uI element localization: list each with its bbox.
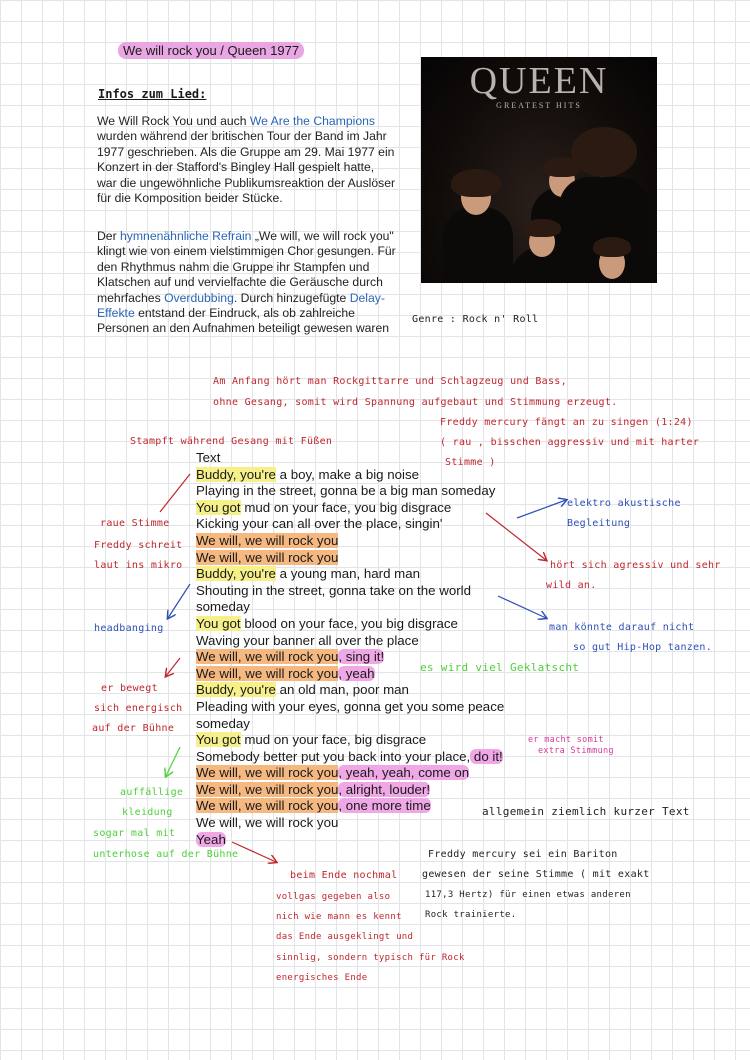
note-intro-2: ohne Gesang, somit wird Spannung aufgebaut und Stimmung erzeugt. <box>213 397 618 408</box>
note-schreit-1: Freddy schreit <box>94 540 183 551</box>
note-bewegt-1: er bewegt <box>101 683 158 694</box>
arrow-line <box>232 842 276 862</box>
highlight: Yeah <box>196 831 226 847</box>
note-hiphop-2: so gut Hip-Hop tanzen. <box>573 642 713 653</box>
note-kleidung-4: unterhose auf der Bühne <box>93 849 239 860</box>
text: mud on your face, you big disgrace <box>240 499 452 515</box>
highlight: , yeah <box>338 665 375 681</box>
text: We Will Rock You und auch <box>97 114 250 128</box>
note-schreit-2: laut ins mikro <box>94 560 183 571</box>
note-kurz: allgemein ziemlich kurzer Text <box>482 805 690 818</box>
highlight: Buddy, you're <box>196 566 276 582</box>
album-subtitle: GREATEST HITS <box>496 101 582 110</box>
note-kleidung-1: auffällige <box>120 787 184 798</box>
arrow-line <box>486 513 546 560</box>
lyric-line: someday <box>196 715 250 731</box>
highlight: We will, we will rock you <box>196 665 339 681</box>
note-freddy-1: Freddy mercury fängt an zu singen (1:24) <box>440 417 693 428</box>
album-logo: QUEEN <box>469 60 609 102</box>
link-hymnenaehnlicher-refrain[interactable]: hymnenähnliche Refrain <box>120 229 252 243</box>
text: a young man, hard man <box>275 566 421 582</box>
lyrics-heading: Text <box>196 450 221 465</box>
note-extra-2: extra Stimmung <box>538 746 614 756</box>
note-kleidung-2: kleidung <box>122 807 173 818</box>
arrow-line <box>168 584 190 618</box>
link-delay-effekte[interactable]: Delay-Effekte <box>97 290 385 321</box>
text: mud on your face, big disgrace <box>240 732 427 748</box>
note-kleidung-3: sogar mal mit <box>93 828 176 839</box>
note-extra-1: er macht somit <box>528 735 604 745</box>
highlight: We will, we will rock you <box>196 549 339 565</box>
note-freddy-2: ( rau , bisschen aggressiv und mit harter <box>440 437 700 448</box>
note-ende-5: sinnlig, sondern typisch für Rock <box>276 953 465 963</box>
highlight: We will, we will rock you <box>196 765 339 781</box>
arrow-line <box>517 500 566 518</box>
note-ende-6: energisches Ende <box>276 973 368 983</box>
text: a boy, make a big noise <box>275 466 420 482</box>
note-ende-4: das Ende ausgeklingt und <box>276 932 414 942</box>
text: . Durch hinzugefügte <box>233 290 350 305</box>
highlight: , sing it! <box>338 649 385 665</box>
note-ende-3: nich wie mann es kennt <box>276 912 402 922</box>
note-stampft: Stampft während Gesang mit Füßen <box>130 436 333 447</box>
text: an old man, poor man <box>275 682 409 698</box>
note-aggressiv-2: wild an. <box>546 580 597 591</box>
note-raue-stimme: raue Stimme <box>100 518 170 529</box>
arrow-line <box>166 747 180 776</box>
note-elektro-1: elektro akustische <box>567 498 681 509</box>
text: blood on your face, you big disgrace <box>240 615 458 631</box>
link-we-are-the-champions[interactable]: We Are the Champions <box>249 114 375 128</box>
note-bariton-1: Freddy mercury sei ein Bariton <box>428 849 618 860</box>
lyric-line: Pleading with your eyes, gonna get you some peace <box>196 698 505 714</box>
lyric-line: Shouting in the street, gonna take on the world <box>196 582 471 598</box>
highlight: Buddy, you're <box>196 466 276 482</box>
note-elektro-2: Begleitung <box>567 518 631 529</box>
text: Somebody better put you back into your place, <box>196 748 471 764</box>
highlight: You got <box>196 732 241 748</box>
text: wurden während der britischen Tour der Band im Jahr 1977 geschrieben. Als die Gruppe am 29. Mai 1977 ein Konzert in der Stafford's Bingley Hall gespielt hatte, war die ungewöhnliche Publikumsreaktion der Auslöser für die Komposition beider Stücke. <box>97 129 396 206</box>
highlight: We will, we will rock you <box>196 781 339 797</box>
note-ende-1: beim Ende nochmal <box>290 870 398 881</box>
note-intro-1: Am Anfang hört man Rockgittarre und Schlagzeug und Bass, <box>213 376 567 387</box>
lyric-line: someday <box>196 599 250 615</box>
note-bewegt-3: auf der Bühne <box>92 723 175 734</box>
highlight: do it! <box>470 748 503 764</box>
highlight: , alright, louder! <box>338 781 431 797</box>
highlight: , yeah, yeah, come on <box>338 765 470 781</box>
link-overdubbing[interactable]: Overdubbing <box>164 290 234 305</box>
arrow-line <box>498 596 546 618</box>
highlight: We will, we will rock you <box>196 798 339 814</box>
highlight: We will, we will rock you <box>196 649 339 665</box>
note-headbanging: headbanging <box>94 623 164 634</box>
genre-note: Genre : Rock n' Roll <box>412 314 539 325</box>
note-bariton-3: 117,3 Hertz) für einen etwas anderen <box>425 890 631 900</box>
arrow-line <box>160 474 190 512</box>
note-aggressiv-1: hört sich agressiv und sehr <box>550 560 721 571</box>
text: Der <box>97 229 121 243</box>
page-title: We will rock you / Queen 1977 <box>118 42 304 59</box>
highlight: We will, we will rock you <box>196 532 339 548</box>
arrow-line <box>166 658 180 676</box>
note-hiphop-1: man könnte darauf nicht <box>549 622 695 633</box>
note-bariton-4: Rock trainierte. <box>425 910 517 920</box>
note-bariton-2: gewesen der seine Stimme ( mit exakt <box>422 869 650 880</box>
note-geklatscht: es wird viel Geklatscht <box>420 661 580 674</box>
lyric-line: Playing in the street, gonna be a big man someday <box>196 483 496 499</box>
highlight: You got <box>196 615 241 631</box>
text: „We will, we will rock you" klingt wie von einem vielstimmigen Chor gesungen. Für den Rhythmus nahm die Gruppe ihr Stampfen und Klatschen auf und vervielfachte die Geräusche durch mehrfaches <box>97 229 396 305</box>
lyric-line: Waving your banner all over the place <box>196 632 419 648</box>
highlight: , one more time <box>338 798 431 814</box>
note-bewegt-2: sich energisch <box>94 703 183 714</box>
text: entstand der Eindruck, als ob zahlreiche Personen an den Aufnahmen beteiligt gewesen waren <box>97 306 390 336</box>
highlight: Buddy, you're <box>196 682 276 698</box>
lyric-line: We will, we will rock you <box>196 815 339 831</box>
infos-heading: Infos zum Lied: <box>98 87 207 101</box>
lyric-line: Kicking your can all over the place, singin' <box>196 516 443 532</box>
note-ende-2: vollgas gegeben also <box>276 892 391 902</box>
note-freddy-3: Stimme ) <box>445 457 496 468</box>
highlight: You got <box>196 499 241 515</box>
